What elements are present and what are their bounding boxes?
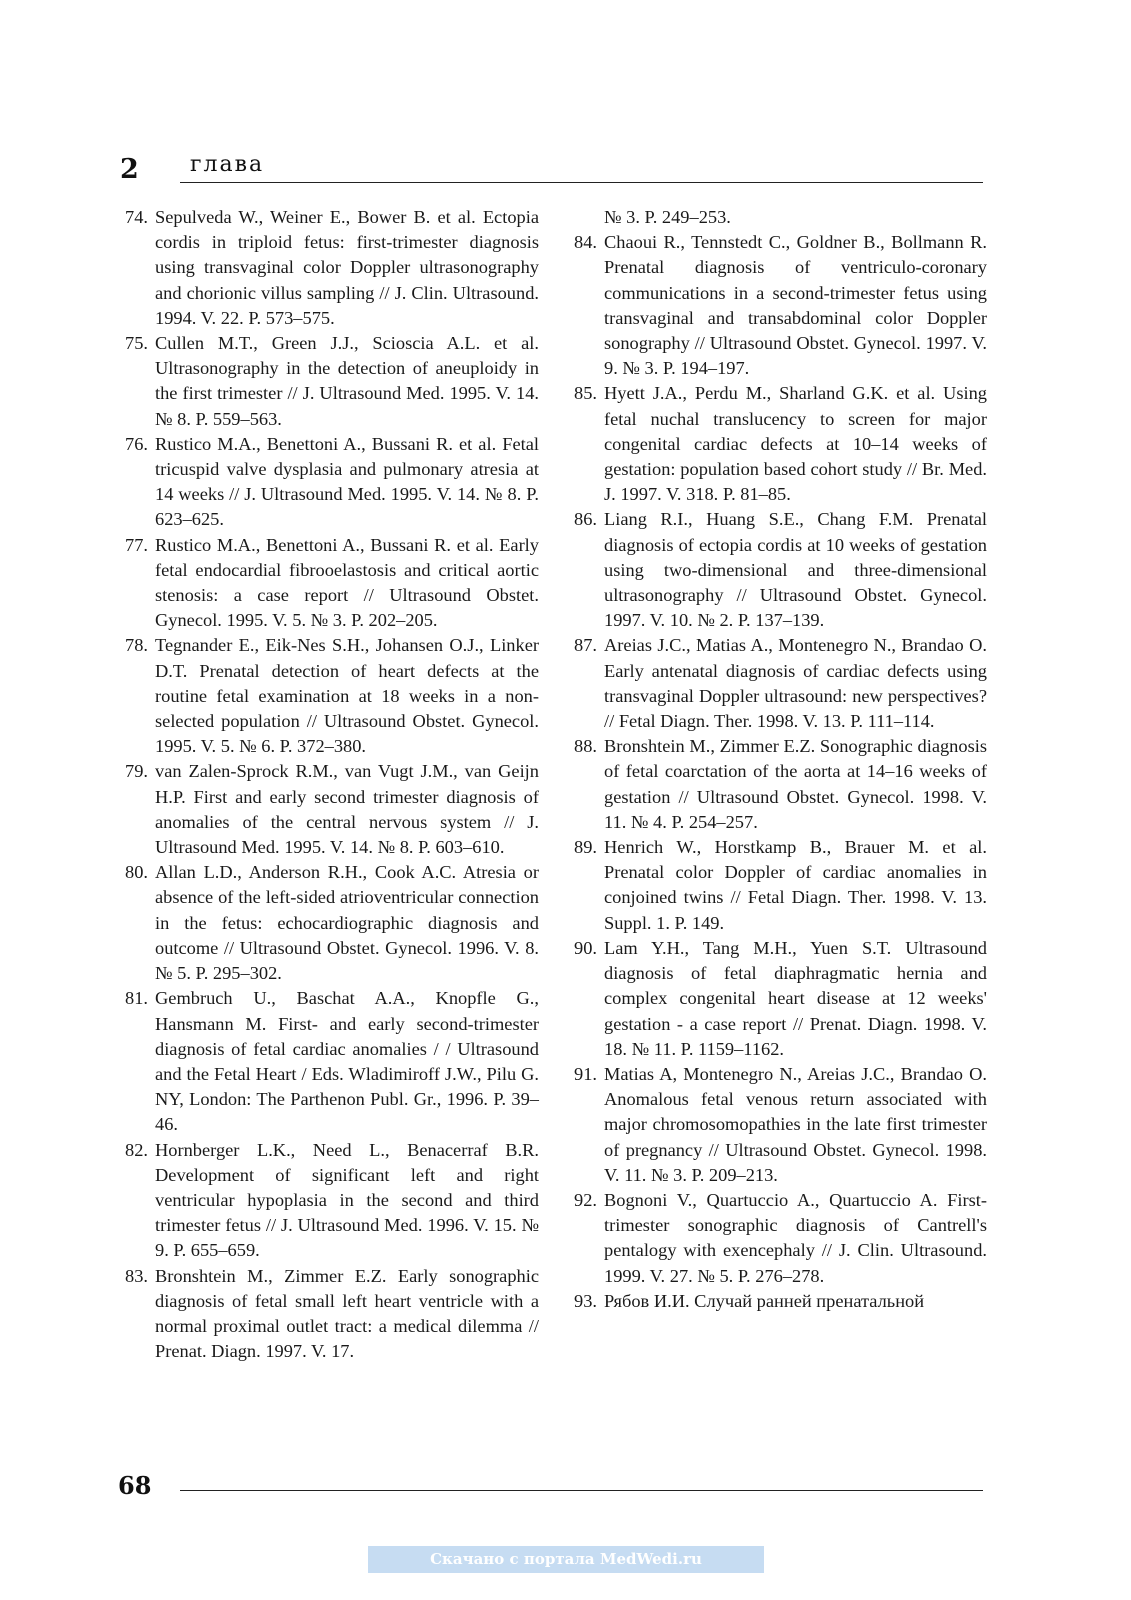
reference-item — [112, 331, 539, 432]
reference-text: Bronshtein M., Zimmer E.Z. Sonographic diagnosis of fetal coarctation of the aorta at 14–16 weeks of gestation // Ultrasound Obstet. Gynecol. 1998. V. 11. № 4. P. 254–257. — [604, 736, 987, 832]
reference-number: 93. — [574, 1290, 597, 1311]
reference-continuation: № 3. P. 249–253. — [604, 207, 731, 227]
reference-text: Areias J.C., Matias A., Montenegro N., Brandao O. Early antenatal diagnosis of cardiac defects using transvaginal Doppler ultrasound: new perspectives? // Fetal Diagn. Ther. 1998. V. 13. P. 111–114. — [604, 635, 987, 732]
reference-text: Matias A, Montenegro N., Areias J.C., Brandao O. Anomalous fetal venous return associated with major chromosomopathies in the late first trimester of pregnancy // Ultrasound Obstet. Gynecol. 1998. V. 11. № 3. P. 209–213. — [604, 1063, 987, 1185]
reference-item — [112, 1264, 539, 1365]
reference-number: 89. — [574, 837, 597, 858]
reference-item — [561, 835, 987, 936]
reference-text: Sepulveda W., Weiner E., Bower B. et al. Ectopia cordis in triploid fetus: first-trimester diagnosis using transvaginal color Doppler ultrasonography and chorionic villus sampling // J. Clin. Ultrasound. 1994. V. 22. P. 573–575. — [155, 207, 539, 328]
reference-number: 81. — [125, 988, 148, 1009]
left-column — [112, 205, 539, 1364]
header-rule — [180, 182, 983, 183]
download-watermark: Скачано с портала MedWedi.ru — [368, 1546, 764, 1573]
reference-item — [561, 1188, 987, 1289]
reference-item — [112, 533, 539, 634]
reference-number: 86. — [574, 509, 597, 530]
reference-number: 79. — [125, 761, 148, 782]
reference-item — [112, 986, 539, 1137]
reference-item — [112, 432, 539, 533]
reference-number: 85. — [574, 383, 597, 404]
reference-number: 82. — [125, 1139, 148, 1160]
reference-item — [112, 205, 539, 331]
reference-item — [561, 633, 987, 734]
reference-text: van Zalen-Sprock R.M., van Vugt J.M., van Geijn H.P. First and early second trimester diagnosis of anomalies of the central nervous system // J. Ultrasound Med. 1995. V. 14. № 8. P. 603–610. — [155, 761, 539, 858]
page-number: 68 — [118, 1471, 152, 1500]
reference-text: Bognoni V., Quartuccio A., Quartuccio A. First-trimester sonographic diagnosis of Cantrell's pentalogy with exencephaly // J. Clin. Ultrasound. 1999. V. 27. № 5. P. 276–278. — [604, 1189, 987, 1286]
reference-text: Henrich W., Horstkamp B., Brauer M. et al. Prenatal color Doppler of cardiac anomalies in conjoined twins // Fetal Diagn. Ther. 1998. V. 13. Suppl. 1. P. 149. — [604, 837, 987, 933]
reference-item — [561, 381, 987, 507]
reference-number: 80. — [125, 862, 148, 883]
reference-item — [561, 230, 987, 381]
reference-item — [112, 633, 539, 759]
reference-item — [112, 860, 539, 986]
reference-text: Liang R.I., Huang S.E., Chang F.M. Prenatal diagnosis of ectopia cordis at 10 weeks of gestation using two-dimensional and three-dimensional ultrasonography // Ultrasound Obstet. Gynecol. 1997. V. 10. № 2. P. 137–139. — [604, 509, 987, 631]
reference-item — [561, 936, 987, 1062]
reference-item — [561, 507, 987, 633]
reference-text: Hornberger L.K., Need L., Benacerraf B.R. Development of significant left and right ventricular hypoplasia in the second and third trimester fetus // J. Ultrasound Med. 1996. V. 15. № 9. P. 655–659. — [155, 1139, 539, 1261]
reference-text: Lam Y.H., Tang M.H., Yuen S.T. Ultrasound diagnosis of fetal diaphragmatic hernia and complex congenital heart disease at 12 weeks' gestation - a case report // Prenat. Diagn. 1998. V. 18. № 11. P. 1159–1162. — [604, 937, 987, 1059]
reference-number: 87. — [574, 635, 597, 656]
reference-number: 77. — [125, 534, 148, 555]
reference-number: 92. — [574, 1189, 597, 1210]
right-column — [561, 205, 987, 1314]
reference-number: 90. — [574, 937, 597, 958]
reference-number: 88. — [574, 736, 597, 757]
reference-text: Tegnander E., Eik-Nes S.H., Johansen O.J., Linker D.T. Prenatal detection of heart defects at the routine fetal examination at 18 weeks in a non-selected population // Ultrasound Obstet. Gynecol. 1995. V. 5. № 6. P. 372–380. — [155, 635, 539, 757]
reference-number: 78. — [125, 635, 148, 656]
chapter-number: 2 — [120, 154, 139, 185]
reference-text: Rustico M.A., Benettoni A., Bussani R. et al. Fetal tricuspid valve dysplasia and pulmonary atresia at 14 weeks // J. Ultrasound Med. 1995. V. 14. № 8. P. 623–625. — [155, 433, 539, 530]
reference-number: 74. — [125, 207, 148, 227]
reference-text: Gembruch U., Baschat A.A., Knopfle G., Hansmann M. First- and early second-trimester diagnosis of fetal cardiac anomalies / / Ultrasound and the Fetal Heart / Eds. Wladimiroff J.W., Pilu G. NY, London: The Parthenon Publ. Gr., 1996. P. 39–46. — [155, 988, 539, 1135]
reference-text: Chaoui R., Tennstedt C., Goldner B., Bollmann R. Prenatal diagnosis of ventriculo-coronary communications in a second-trimester fetus using transvaginal and transabdominal color Doppler sonography // Ultrasound Obstet. Gynecol. 1997. V. 9. № 3. P. 194–197. — [604, 232, 987, 379]
reference-number: 76. — [125, 433, 148, 454]
footer-rule — [180, 1490, 983, 1491]
reference-text: Allan L.D., Anderson R.H., Cook A.C. Atresia or absence of the left-sided atrioventricular connection in the fetus: echocardiographic diagnosis and outcome // Ultrasound Obstet. Gynecol. 1996. V. 8. № 5. P. 295–302. — [155, 862, 539, 984]
reference-text: Bronshtein M., Zimmer E.Z. Early sonographic diagnosis of fetal small left heart ventricle with a normal proximal outlet tract: a medical dilemma // Prenat. Diagn. 1997. V. 17. — [155, 1265, 539, 1362]
reference-item — [112, 759, 539, 860]
reference-item — [112, 1138, 539, 1264]
reference-item — [561, 1062, 987, 1188]
reference-text: Hyett J.A., Perdu M., Sharland G.K. et al. Using fetal nuchal translucency to screen for major congenital cardiac defects at 10–14 weeks of gestation: population based cohort study // Br. Med. J. 1997. V. 318. P. 81–85. — [604, 383, 987, 505]
reference-text: Cullen M.T., Green J.J., Scioscia A.L. et al. Ultrasonography in the detection of aneuploidy in the first trimester // J. Ultrasound Med. 1995. V. 14. № 8. P. 559–563. — [155, 333, 539, 429]
reference-item — [561, 734, 987, 835]
reference-number: 83. — [125, 1265, 148, 1286]
reference-text: Рябов И.И. Случай ранней пренатальной — [604, 1290, 925, 1311]
reference-text: Rustico M.A., Benettoni A., Bussani R. et al. Early fetal endocardial fibrooelastosis and critical aortic stenosis: a case report // Ultrasound Obstet. Gynecol. 1995. V. 5. № 3. P. 202–205. — [155, 534, 539, 631]
reference-number: 84. — [574, 232, 597, 253]
reference-item — [561, 1289, 987, 1314]
reference-number: 91. — [574, 1063, 597, 1084]
chapter-word: глава — [190, 152, 265, 177]
reference-number: 75. — [125, 333, 148, 354]
